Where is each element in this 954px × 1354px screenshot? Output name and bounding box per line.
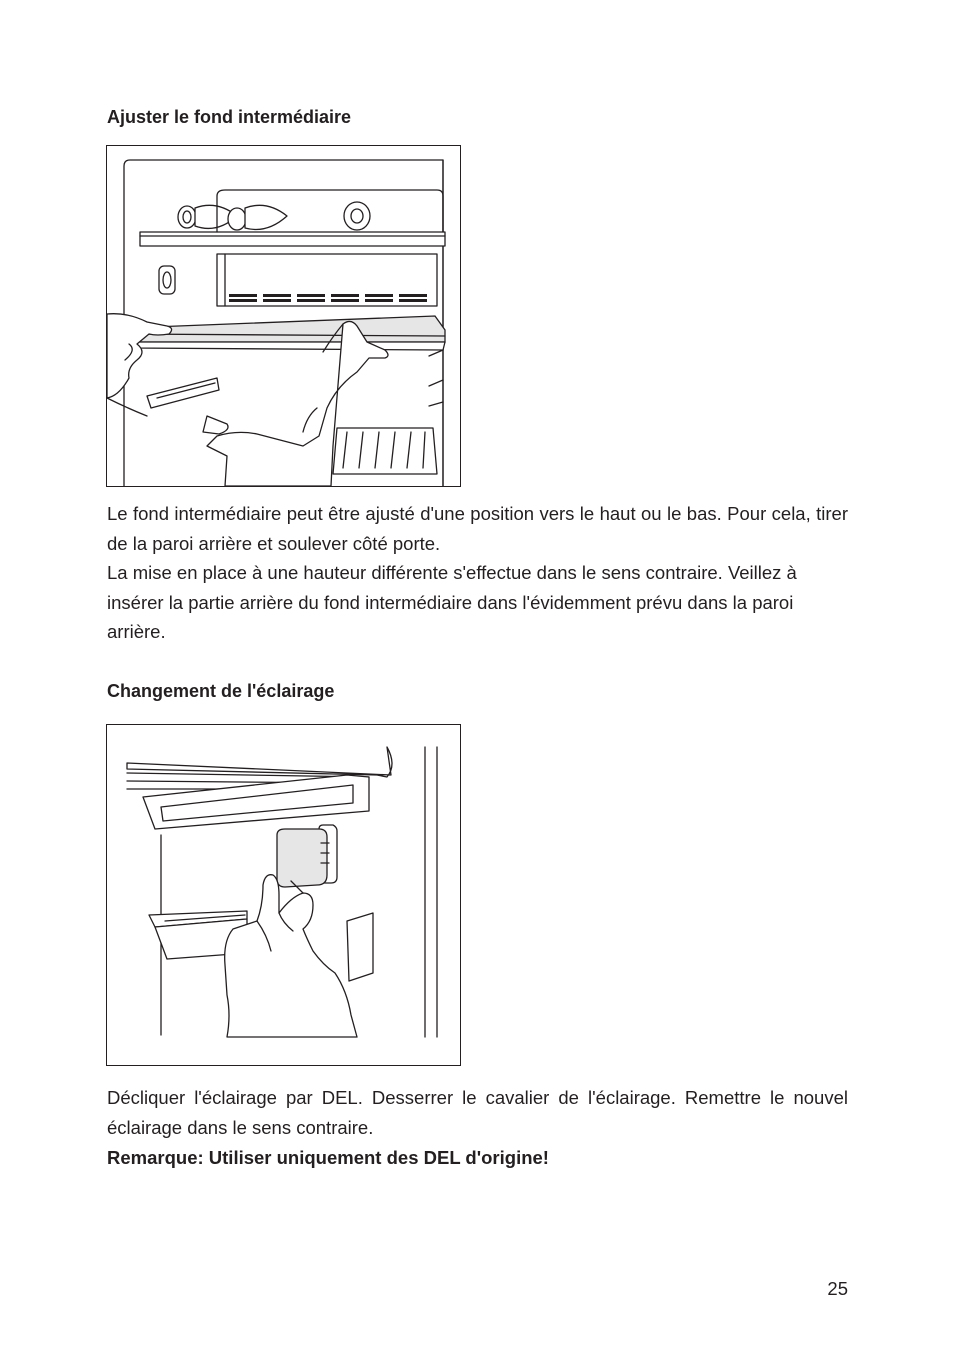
light-paragraph: Décliquer l'éclairage par DEL. Desserrer le cavalier de l'éclairage. Remettre le nouvel éclairage dans le sens contraire. bbox=[107, 1087, 848, 1138]
light-change-illustration bbox=[106, 724, 461, 1066]
shelf-paragraph-2: La mise en place à une hauteur différente s'effectue dans le sens contraire. Veillez à insérer la partie arrière du fond intermédiaire dans l'évidemment prévu dans la paroi arrière. bbox=[107, 562, 797, 642]
light-change-text bbox=[107, 1083, 848, 1142]
section-heading-light-change: Changement de l'éclairage bbox=[107, 681, 335, 701]
page-number: 25 bbox=[827, 1278, 848, 1299]
original-led-remark: Remarque: Utiliser uniquement des DEL d'origine! bbox=[107, 1147, 549, 1168]
shelf-paragraph-1: Le fond intermédiaire peut être ajusté d'une position vers le haut ou le bas. Pour cela, tirer de la paroi arrière et soulever côté porte. bbox=[107, 503, 848, 554]
section-heading-adjust-shelf: Ajuster le fond intermédiaire bbox=[107, 107, 352, 127]
light-change-drawing bbox=[107, 725, 460, 1065]
shelf-adjustment-text bbox=[107, 499, 848, 647]
shelf-adjustment-illustration bbox=[106, 145, 461, 487]
shelf-adjustment-drawing bbox=[107, 146, 460, 486]
